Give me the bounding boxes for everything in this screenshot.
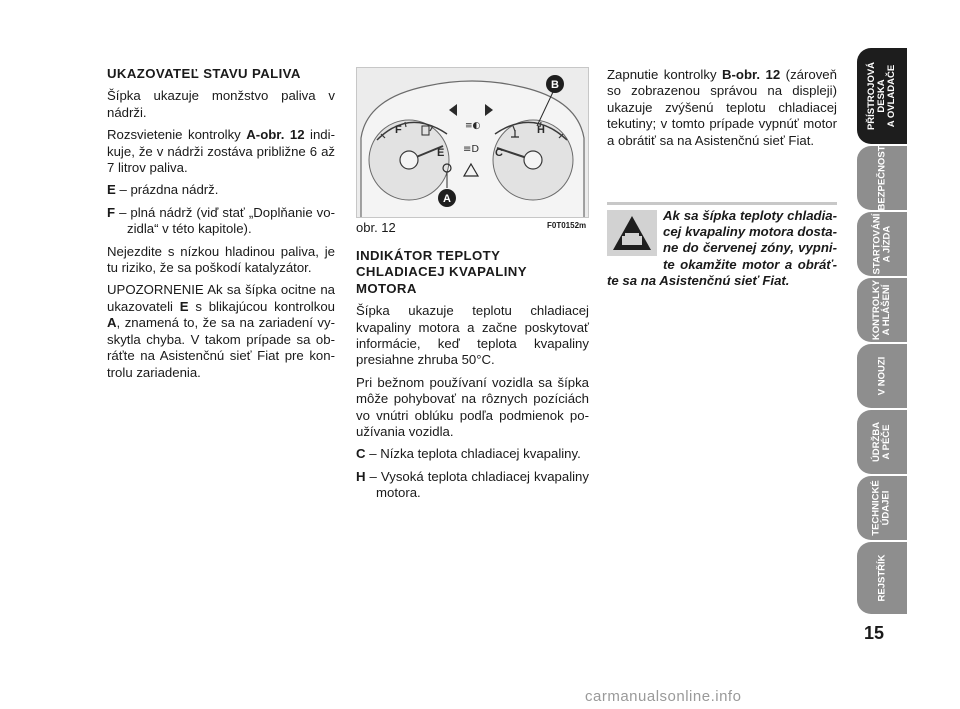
fuel-paragraph-3: Nejezdite s nízkou hladinou paliva, je tu riziko, že sa poškodí katalyzátor. — [107, 243, 335, 276]
tab-technicke-udaje[interactable] — [857, 476, 907, 540]
item-text: – Nízka teplota chladiacej kvapaliny. — [365, 446, 581, 462]
item-text: – prázdna nádrž. — [115, 182, 219, 198]
svg-text:≡◐: ≡◐ — [465, 121, 481, 131]
temp-paragraph-1: Šípka ukazuje teplotu chladiacej kvapaliny motora a začne poskytovať informácie, keď teplota kvapaliny presiahne zhruba 50°C. — [356, 303, 589, 368]
tab-label: BEZPEČNOST — [876, 146, 887, 210]
dashboard-figure — [356, 67, 589, 218]
temp-item-h — [356, 469, 589, 502]
figure-code: F0T0152m — [547, 221, 587, 230]
figure-caption: obr. 12 — [356, 220, 396, 235]
tab-label: V NOUZI — [876, 356, 887, 396]
tab-rejstrik[interactable] — [857, 542, 907, 614]
warning-triangle-icon — [607, 210, 657, 256]
tab-startovani[interactable] — [857, 212, 907, 276]
tab-bezpecnost[interactable] — [857, 146, 907, 210]
fuel-heading: UKAZOVATEĽ STAVU PALIVA — [107, 66, 301, 81]
item-text: – Vysoká teplota chladiacej kvapaliny motora. — [365, 468, 589, 501]
page-number: 15 — [864, 623, 885, 643]
dashboard-illustration — [357, 68, 588, 217]
tab-label: TECHNICKÉ ÚDAJEI — [871, 480, 893, 536]
fuel-paragraph-2 — [107, 127, 335, 176]
temp-heading: INDIKÁTOR TEPLOTY CHLADIACEJ KVAPALINY MOTORA — [356, 248, 527, 296]
fuel-item-e — [107, 182, 335, 198]
tab-v-nouzi[interactable] — [857, 344, 907, 408]
item-key: F — [107, 204, 116, 220]
callout-a: A — [443, 193, 451, 205]
item-key: E — [107, 182, 116, 198]
tab-label: KONTROLKY A HLÁŠENÍ — [871, 279, 893, 341]
text-run: , znamená to, že sa na zariadení vyskytla chyba. V takom prípade sa obráťte na Asistenčnú sieť Fiat pre kontrolu zariadenia. — [107, 315, 335, 380]
temp-paragraph-2: Pri bežnom používaní vozidla sa šípka môže pohybovať na rôznych pozíciách vo vnútri oblúku podľa podmienok používania vozidla. — [356, 374, 589, 440]
text-run: Zapnutie kontrolky — [607, 67, 722, 82]
tab-udrzba[interactable] — [857, 410, 907, 474]
warning-text: Ak sa šípka teploty chladiacej kvapaliny motora dostane do červenej zóny, vypnite okamžite motor a obráťte sa na Asistenčnú sieť Fiat. — [607, 208, 837, 288]
text-run-bold: A — [107, 315, 117, 331]
watermark: carmanualsonline.info — [585, 688, 742, 705]
fuel-paragraph-4 — [107, 282, 335, 380]
warning-box — [607, 208, 837, 289]
tab-kontrolky[interactable] — [857, 278, 907, 342]
text-run: Rozsvietenie kontrolky — [107, 127, 247, 143]
tab-label: PŘÍSTROJOVÁ DESKA A OVLADAČE — [866, 61, 898, 131]
text-run: (zároveň so zobrazenou správou na displeji) ukazuje zvýšenú teplotu chladiacej tekutiny; v tomto prípade vypnúť motor a obrátiť sa na Asistenčnú sieť Fiat. — [607, 67, 837, 148]
tab-label: ÚDRŽBA A PÉČE — [870, 421, 892, 463]
fuel-item-f — [107, 205, 335, 238]
figure-ref: B-obr. 12 — [722, 67, 781, 82]
item-text: – plná nádrž (viď stať „Doplňanie vozidla“ v této kapitole). — [115, 204, 335, 237]
text-run-bold: E — [179, 298, 189, 314]
tab-label: STARTOVÁNÍ A JÍZDA — [871, 213, 892, 275]
gauge-label-c: C — [495, 147, 503, 159]
right-paragraph-1 — [607, 67, 837, 149]
text-run: indikuje, že v nádrži zostáva približne 6 až 7 litrov paliva. — [107, 127, 335, 176]
temp-section — [356, 248, 589, 508]
gauge-label-e: E — [437, 147, 445, 159]
tab-pristrojova-deska[interactable] — [857, 48, 907, 144]
svg-text:≡D: ≡D — [463, 144, 480, 155]
text-run: UPOZORNENIE Ak sa šípka ocitne na ukazovateli — [107, 282, 335, 314]
item-key: C — [356, 446, 366, 462]
figure-ref: A-obr. 12 — [246, 127, 305, 143]
gauge-label-h: H — [537, 124, 545, 136]
temp-item-c — [356, 446, 589, 462]
text-run: s blikajúcou kontrolkou — [188, 298, 336, 314]
gauge-label-f: F — [395, 124, 402, 136]
item-key: H — [356, 468, 366, 484]
tab-label: REJSTŘÍK — [875, 554, 887, 602]
fuel-section — [107, 66, 335, 387]
fuel-paragraph-1: Šípka ukazuje monžstvo paliva v nádrži. — [107, 88, 335, 120]
warning-divider — [607, 202, 837, 205]
warning-light-section — [607, 67, 837, 155]
callout-b: B — [551, 79, 559, 91]
